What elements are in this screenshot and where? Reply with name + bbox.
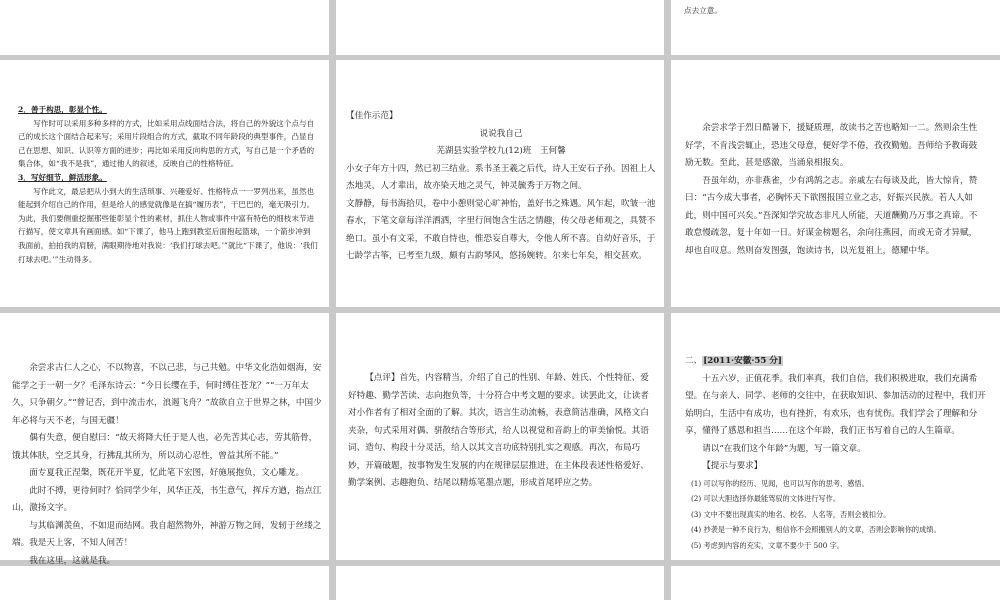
slide-essay-ending [0,313,329,566]
section-2-title-text: 2．善于构思，彰显个性。 [18,105,107,114]
example-label: 【佳作示范】 [346,111,398,121]
slide-bottom-right [671,566,1000,600]
essay-author: 芜湖县实验学校九(12)班 王何馨 [436,146,566,156]
section-3-title [18,171,318,185]
section-3-body: 写作此文，最忌把从小到大的生活琐事、兴趣爱好、性格特点一一罗列出来，虽然也能起到介绍自己的作用，但是给人的感觉就像是在搞“履历表”，干巴巴的，毫无吸引力。为此，我们要侧重挖掘那些能彰显个性的素材，抓住人物或事件中富有特色的细枝末节进行描写，使文章具有画面感。如“下课了，他马上跑到教室后面抱起篮球，一个箭步冲到我面前，拍拍我的肩膀，满眼期待地对我说：‘我们打球去吧。’”就比“下课了，他说：‘我们打球去吧。’”生动得多。 [18,186,318,264]
question-heading [685,353,990,371]
slide-top-right [671,0,1000,55]
essay-paragraph: 文静静，每书海拾贝，卷中小憩则觉心旷神怡，盖好书之殊遇。风乍起，吹皱一池春水，下笔文章每洋洋洒洒，字里行间饱含生活之情趣，传父母老师观之，具赞不绝口。虽小有文采，不敢自恃也，惟恐妄自尊大，令他人所不喜。自幼好音乐，于七龄学古筝，已考至九级，颇有古韵琴风，悠扬婉转。尔来七年矣，相交甚欢。 [346,198,656,261]
prompt-text: 十五六岁，正值花季。我们率真，我们自信，我们积极进取，我们充满希望。在与亲人、同学、老师的交往中，在获取知识、参加活动的过程中，我们开始明白，生活中有成功，也有挫折，有欢乐，也有忧伤。我们学会了理解和分享，懂得了感恩和担当……在这个年龄，我们正书写着自己的人生篇章。 [685,373,986,436]
requirement-item: (5) 考虑到内容的充实，文章不要少于 500 字。 [691,540,844,550]
slide-model-essay [336,60,664,307]
prompt-instruction: 请以“在我们这个年龄”为题，写一篇文章。 [702,443,866,454]
essay-paragraph: 余尝求古仁人之心，不以物喜，不以己悲，与己共勉。中华文化浩如烟海，安能学之于一朝一夕？毛泽东诗云：“今日长缨在手，何时缚住苍龙？”“一万年太久，只争朝夕。”“曾记否，到中流击水，浪遏飞舟？”故欲自立于世界之林，中国少年必将与天不老，与国无疆！ [12,363,322,426]
slide-commentary [336,313,664,560]
top-right-text: 点去立意。 [684,6,722,15]
requirement-item: (4) 抄袭是一种不良行为，相信你不会照搬别人的文章，否则会影响你的成绩。 [691,525,941,534]
essay-ending-text [12,360,322,570]
section-2-body: 写作时可以采用多种多样的方式，比如采用点线面结合法，将自己的外貌这个点与自己的成长这个面结合起来写；采用片段组合的方式，截取不同年龄段的典型事件，凸显自己在思想、知识、认识等方面的进步；再比如采用反向构思的方式，写自己是一个矛盾的集合体，如“我不是我”，通过他人的叙述，反映自己的性格特征。 [18,118,315,169]
slide-writing-prompt [671,313,1000,560]
requirement-item: (1) 可以写你的经历、见闻，也可以写你的思考、感悟。 [691,478,869,488]
section-2-title [18,103,318,117]
slide-top-left [0,0,329,55]
slide-top-middle [336,0,664,55]
essay-paragraph: 我在这里，这就是我。 [29,555,116,566]
essay-paragraph: 与其临渊羡鱼，不如退而结网。我自超然物外，神游万物之间，发轫于丝缕之端。我是天上客，不知人间苦！ [12,520,322,548]
essay-paragraph: 吾虽年幼，亦非燕雀，少有鸿鹄之志。亲戚左右每谈及此，皆大惊肯，赞曰：“古今成大事者，必胸怀天下欲图报国立业之志，好振兴民族。若人人如此，则中国可兴矣。”吾深知学究故态非凡人所能，天道酬勤乃万事之真谛。不敢怠慢疏忽，复十年如一日。好谋金榜题名，余向往燕园，而或无奇才异赋，却也自叹息。然则奋发图强，饱读诗书，以光复祖上，德耀中华。 [685,175,978,256]
essay-paragraph: 面专夏我正涅槃，既花开半夏，忆此笔下宏图，好施展抱负，文心雕龙。 [29,468,305,478]
essay-paragraph: 余尝求学于烈日酷暑下，援疑质理，故读书之苦也略知一二。然则余生性好学，不肯浅尝辄止，恐违父母意，便好学不倦，孜孜勤勉。吾师给予教诲鼓励无数。至此，甚是感激，当涌泉相报矣。 [685,123,978,168]
commentary-text: 【点评】首先，内容精当，介绍了自己的性别、年龄、姓氏、个性特征、爱好特趣、勤学苦读、志向抱负等，十分符合中考文题的要求。读罢此文，让读者对小作者有了相对全面的了解。其次，语言生动流畅，表意简洁准确，风格文白夹杂，句式采用对偶、骈散结合等形式，给人以视觉和音韵上的审美愉悦。其语词、造句、构段十分灵活，给人以其文言功底特别扎实之观感。再次，布局巧妙，开篇破题，按事物发生发展的内在规律层层推进，在主体段表述性格爱好、勤学案例、志趣抱负、结尾以精炼笔墨点题，形成首尾呼应之势。 [348,373,649,488]
essay-paragraph: 偶有失意，便自慰曰：“故天将降大任于是人也，必先苦其心志，劳其筋骨，饿其体肤，空乏其身，行拂乱其所为，所以动心忍性，曾益其所不能。” [12,433,318,461]
requirement-item: (2) 可以大胆选择你最能驾驭的文体进行写作。 [691,494,841,503]
exam-source-tag: [2011·安徽·55 分] [703,356,782,366]
slide-writing-tips [0,60,329,307]
slide-bottom-left [0,566,329,600]
section-3-title-text: 3．写好细节，鲜活形象。 [18,172,107,182]
question-number: 二、 [685,356,703,366]
requirement-item: (3) 文中不要出现真实的地名、校名、人名等，否则会被扣分。 [691,509,891,519]
essay-title: 说说我自己 [479,128,523,139]
slide-bottom-middle [336,566,664,600]
essay-paragraph: 小女子年方十四，然已初三结业。系书圣王羲之后代，诗人王安石子孙。因祖上人杰地灵，人才辈出，故亦染天地之灵气，钟灵毓秀于万物之间。 [346,163,656,191]
slide-essay-continued [671,60,1000,307]
requirements-title: 【提示与要求】 [702,461,763,471]
essay-paragraph: 此时不搏，更待何时？恰同学少年，风华正茂，书生意气，挥斥方遒，指点江山，激扬文字。 [12,485,322,513]
